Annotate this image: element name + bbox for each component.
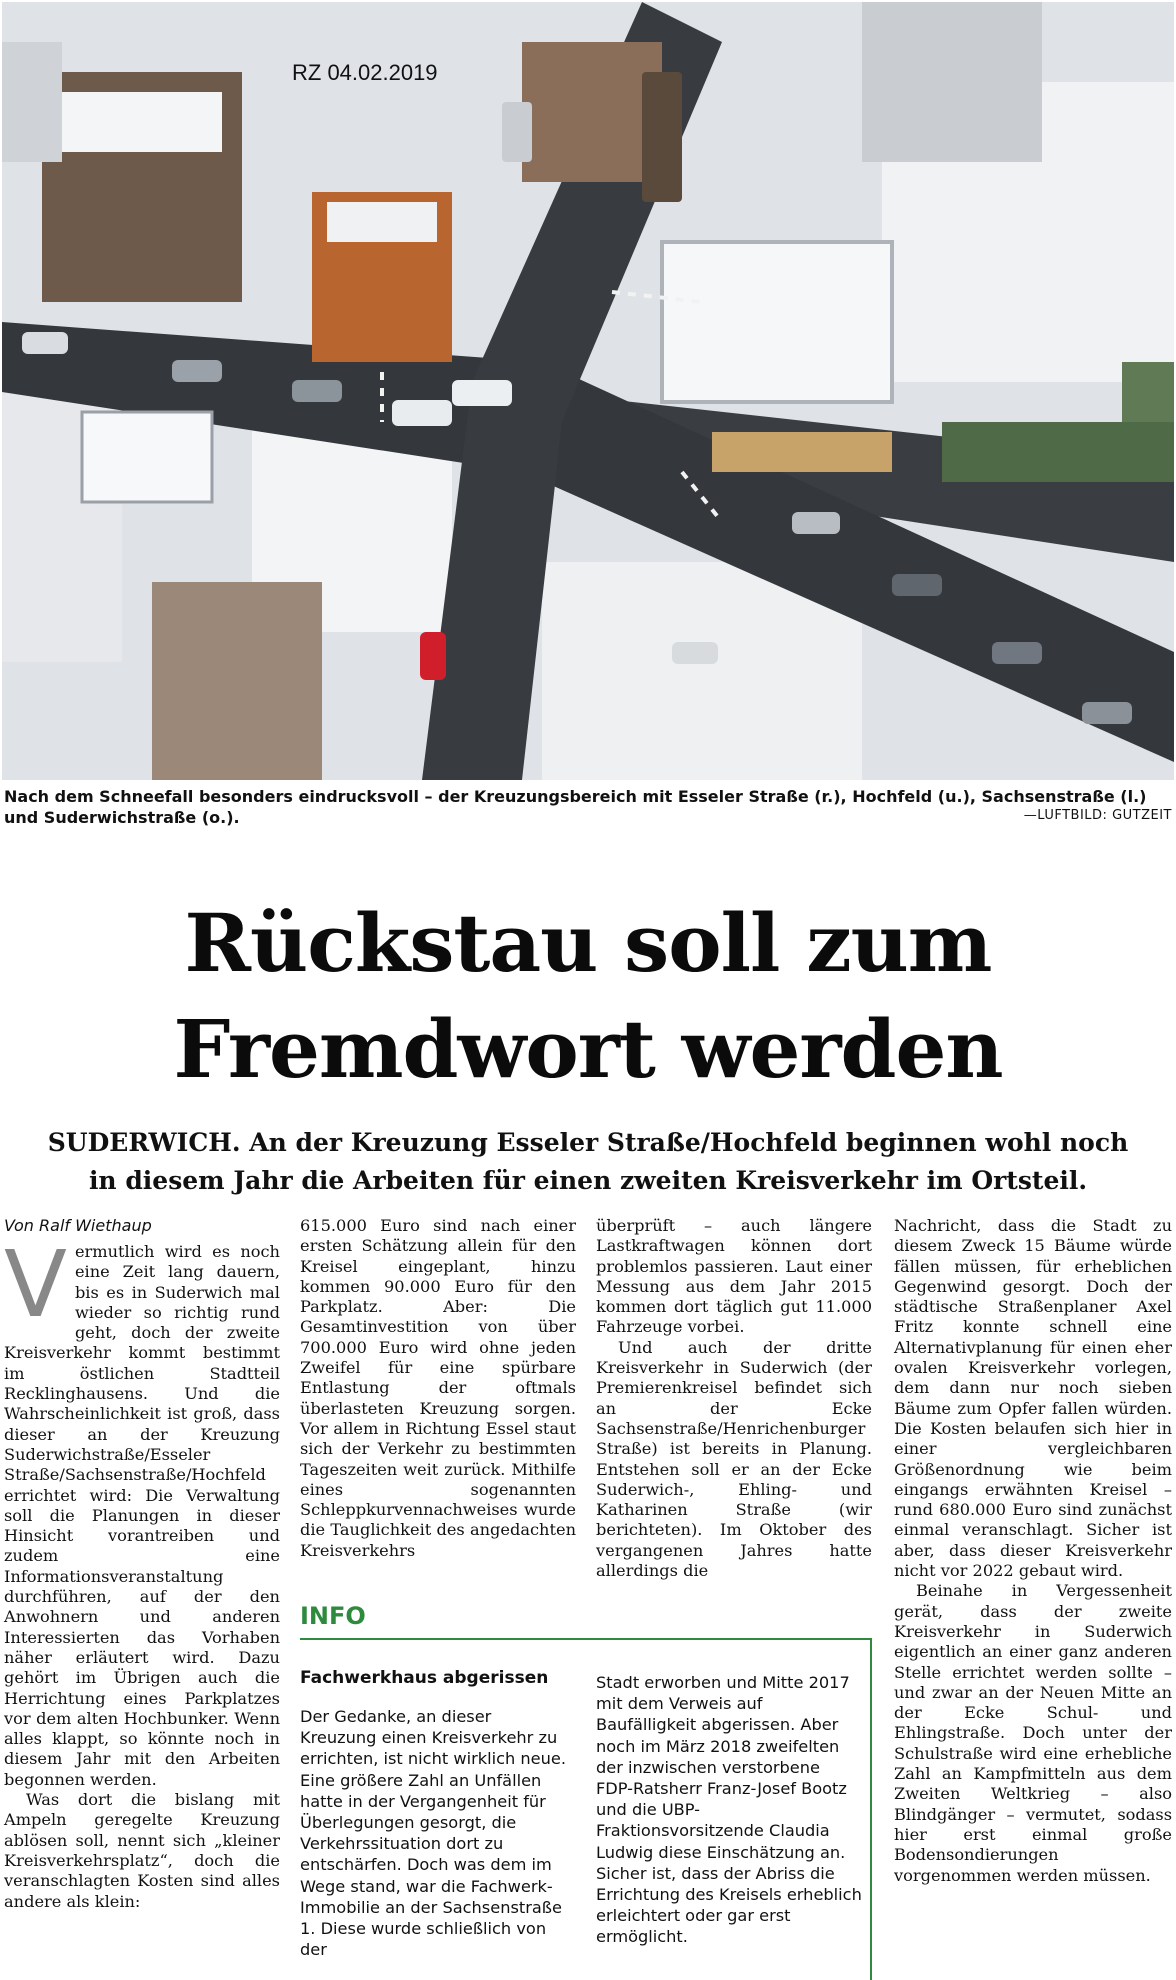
aerial-photo-drawing (2, 2, 1174, 780)
photo-caption: Nach dem Schneefall besonders eindrucksvoll – der Kreuzungsbereich mit Esseler Straße (r.), Hochfeld (u.), Sachsenstraße (l.) und Suderwichstraße (o.). (4, 787, 1147, 827)
column-3-paragraph-2: Und auch der dritte Kreisverkehr in Suderwich (der Premierenkreisel befindet sich an der Ecke Sachsenstraße/Henrichenburger Straße) ist bereits in Planung. Entstehen soll er an der Ecke Suderwich-, Ehling- und Katharinen Straße (wir berichteten). Im Oktober des vergangenen Jahres hatte allerdings die (596, 1337, 872, 1581)
column-1-paragraph-1: ermutlich wird es noch eine Zeit lang dauern, bis es in Suderwich mal wieder so richtig rund geht, doch der zweite Kreisverkehr kommt bestimmt im östlichen Stadtteil Recklinghausens. Und die Wahrscheinlichkeit ist groß, dass dieser an der Kreuzung Suderwichstraße/Esseler Straße/Sachsenstraße/Hochfeld errichtet wird: Die Verwaltung soll die Planungen in dieser Hinsicht vorantreiben und zudem eine Informationsveranstaltung durchführen, auf der den Anwohnern und anderen Interessierten das Vorhaben näher erläutert wird. Dazu gehört im Übrigen auch die Herrichtung eines Parkplatzes vor dem alten Hochbunker. Wenn alles klappt, so könnte noch in diesem Jahr mit den Arbeiten begonnen werden. (4, 1242, 280, 1789)
column-1-paragraph-2: Was dort die bislang mit Ampeln geregelte Kreuzung ablösen soll, nennt sich „kleiner Kreisverkehrsplatz“, doch die veranschlagten Kosten sind alles andere als klein: (4, 1790, 280, 1911)
dropcap: V (4, 1231, 67, 1338)
headline (0, 890, 1176, 1102)
column-1 (4, 1231, 280, 1912)
column-4-paragraph-2: Beinahe in Vergessenheit gerät, dass der zweite Kreisverkehr in Suderwich eigentlich an einer ganz anderen Stelle errichtet werden sollte – und zwar an der Neuen Mitte an der Ecke Schul- und Ehlingstraße. Doch unter der Schulstraße wird eine erhebliche Zahl an Kampfmitteln aus dem Zweiten Weltkrieg – also Blindgänger – vermutet, sodass hier erst einmal große Bodensondierungen vorgenommen werden müssen. (894, 1581, 1172, 1885)
headline-line-2: Fremdwort werden (173, 1002, 1003, 1096)
photo-credit: —LUFTBILD: GUTZEIT (1023, 808, 1172, 823)
column-3-paragraph-1: überprüft – auch längere Lastkraftwagen können dort problemlos passieren. Laut einer Messung aus dem Jahr 2015 kommen dort täglich gut 11.000 Fahrzeuge vorbei. (596, 1216, 872, 1337)
lead-text (0, 1124, 1176, 1200)
column-4-paragraph-1: Nachricht, dass die Stadt zu diesem Zweck 15 Bäume würde fällen müssen, für erheblichen Gegenwind gesorgt. Doch der städtische Straßenplaner Axel Fritz konnte schnell eine Alternativplanung für einen eher ovalen Kreisverkehr vorlegen, dem dann nur noch sieben Bäume zum Opfer fallen würden. Die Kosten belaufen sich hier in einer vergleichbaren Größenordnung wie beim eingangs erwähnten Kreisel – rund 680.000 Euro sind zunächst einmal veranschlagt. Sicher ist aber, dass dieser Kreisverkehr nicht vor 2022 gebaut wird. (894, 1216, 1172, 1581)
info-heading: Fachwerkhaus abgerissen (300, 1668, 549, 1688)
date-stamp: RZ 04.02.2019 (292, 60, 438, 85)
column-4 (894, 1216, 1172, 1886)
headline-line-1: Rückstau soll zum (184, 896, 992, 990)
column-2 (300, 1216, 576, 1561)
aerial-photo (2, 2, 1174, 780)
column-3 (596, 1216, 872, 1581)
lead-line-2: in diesem Jahr die Arbeiten für einen zweiten Kreisverkehr im Ortsteil. (88, 1166, 1088, 1195)
column-2-paragraph-1: 615.000 Euro sind nach einer ersten Schätzung allein für den Kreisel eingeplant, hinzu kommen 90.000 Euro für den Parkplatz. Aber: Die Gesamtinvestition von über 700.000 Euro wird ohne jeden Zweifel für eine spürbare Entlastung der oftmals überlasteten Kreuzung sorgen. Vor allem in Richtung Essel staut sich der Verkehr zu bestimmten Tageszeiten weit zurück. Mithilfe eines sogenannten Schleppkurvennachweises wurde die Tauglichkeit des angedachten Kreisverkehrs (300, 1216, 576, 1560)
byline: Von Ralf Wiethaup (4, 1216, 152, 1235)
info-title: INFO (300, 1602, 366, 1630)
info-column-2: Stadt erworben und Mitte 2017 mit dem Verweis auf Baufälligkeit abgerissen. Aber noch im März 2018 zweifelten der inzwischen verstorbene FDP-Ratsherr Franz-Josef Bootz und die UBP-Fraktionsvorsitzende Claudia Ludwig diese Einschätzung an. Sicher ist, dass der Abriss die Errichtung des Kreisels erheblich erleichtert oder gar erst ermöglicht. (596, 1673, 862, 1947)
lead-line-1: SUDERWICH. An der Kreuzung Esseler Straße/Hochfeld beginnen wohl noch (47, 1128, 1129, 1157)
info-column-1: Der Gedanke, an dieser Kreuzung einen Kreisverkehr zu errichten, ist nicht wirklich neue. Eine größere Zahl an Unfällen hatte in der Vergangenheit für Überlegungen gesorgt, die Verkehrssituation dort zu entschärfen. Doch was dem im Wege stand, war die Fachwerk-Immobilie an der Sachsenstraße 1. Diese wurde schließlich von der (300, 1707, 566, 1960)
